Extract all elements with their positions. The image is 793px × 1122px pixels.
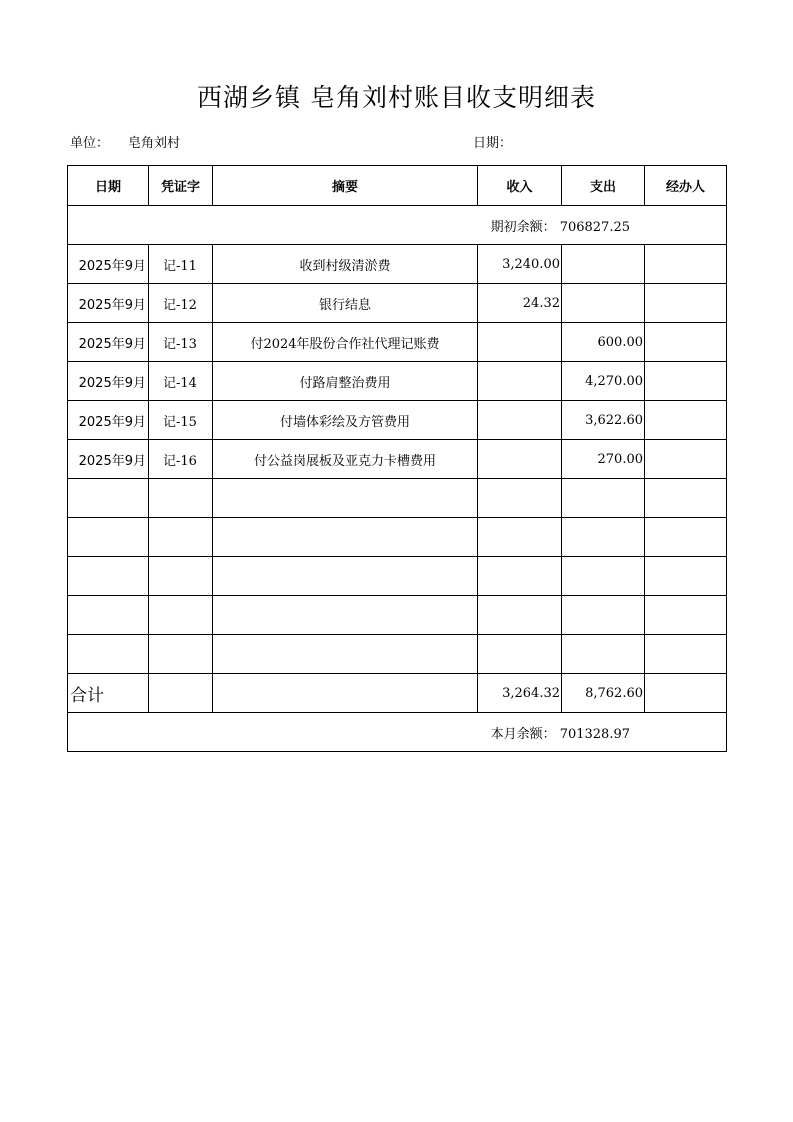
opening-balance-row	[68, 206, 727, 245]
unit-label: 单位：	[70, 136, 110, 151]
row-voucher	[149, 635, 213, 674]
row-summary	[213, 557, 478, 596]
row-voucher	[149, 557, 213, 596]
opening-balance: 期初余额： 706827.25	[68, 206, 727, 245]
row-date: 2025年9月	[68, 362, 149, 401]
row-handler	[645, 479, 727, 518]
row-expense	[562, 245, 645, 284]
row-handler	[645, 635, 727, 674]
column-header-voucher: 凭证字	[149, 166, 213, 206]
row-income	[478, 518, 562, 557]
row-expense	[562, 557, 645, 596]
row-date: 2025年9月	[68, 284, 149, 323]
table-row	[68, 557, 727, 596]
row-voucher	[149, 479, 213, 518]
row-handler	[645, 284, 727, 323]
date-label: 日期：	[473, 136, 513, 151]
table-row	[68, 323, 727, 362]
table-row	[68, 245, 727, 284]
column-header-handler: 经办人	[645, 166, 727, 206]
row-voucher: 记-12	[149, 284, 213, 323]
row-income	[478, 635, 562, 674]
table-row	[68, 596, 727, 635]
row-date	[68, 479, 149, 518]
row-summary: 银行结息	[213, 284, 478, 323]
closing-balance: 本月余额： 701328.97	[68, 713, 727, 752]
row-handler	[645, 245, 727, 284]
ledger-table	[67, 165, 727, 752]
table-row	[68, 284, 727, 323]
row-handler	[645, 596, 727, 635]
row-expense	[562, 635, 645, 674]
row-expense: 270.00	[562, 440, 645, 479]
totals-row	[68, 674, 727, 713]
row-date	[68, 557, 149, 596]
row-summary: 付公益岗展板及亚克力卡槽费用	[213, 440, 478, 479]
row-income: 24.32	[478, 284, 562, 323]
row-summary	[213, 596, 478, 635]
row-handler	[645, 557, 727, 596]
table-row	[68, 479, 727, 518]
row-summary: 收到村级清淤费	[213, 245, 478, 284]
row-summary: 付墙体彩绘及方管费用	[213, 401, 478, 440]
row-handler	[645, 518, 727, 557]
row-summary	[213, 518, 478, 557]
row-voucher: 记-13	[149, 323, 213, 362]
table-row	[68, 518, 727, 557]
row-handler	[645, 401, 727, 440]
totals-label: 合计	[68, 674, 149, 713]
totals-income: 3,264.32	[478, 674, 562, 713]
row-date	[68, 518, 149, 557]
closing-balance-row	[68, 713, 727, 752]
row-date: 2025年9月	[68, 440, 149, 479]
row-voucher	[149, 518, 213, 557]
unit-value: 皂角刘村	[128, 136, 181, 151]
row-expense: 4,270.00	[562, 362, 645, 401]
row-expense	[562, 518, 645, 557]
row-income	[478, 362, 562, 401]
row-income	[478, 401, 562, 440]
row-income	[478, 440, 562, 479]
row-date: 2025年9月	[68, 245, 149, 284]
row-date	[68, 596, 149, 635]
totals-summary-cell	[213, 674, 478, 713]
row-date: 2025年9月	[68, 323, 149, 362]
page-title: 西湖乡镇 皂角刘村账目收支明细表	[197, 83, 596, 112]
row-income: 3,240.00	[478, 245, 562, 284]
row-handler	[645, 362, 727, 401]
totals-voucher-cell	[149, 674, 213, 713]
totals-expense: 8,762.60	[562, 674, 645, 713]
table-row	[68, 440, 727, 479]
row-expense: 3,622.60	[562, 401, 645, 440]
table-row	[68, 362, 727, 401]
row-expense	[562, 284, 645, 323]
row-expense	[562, 596, 645, 635]
row-income	[478, 596, 562, 635]
row-summary	[213, 479, 478, 518]
column-header-date: 日期	[68, 166, 149, 206]
row-voucher: 记-11	[149, 245, 213, 284]
row-income	[478, 323, 562, 362]
column-header-expense: 支出	[562, 166, 645, 206]
row-summary: 付2024年股份合作社代理记账费	[213, 323, 478, 362]
row-summary	[213, 635, 478, 674]
row-summary: 付路肩整治费用	[213, 362, 478, 401]
table-row	[68, 401, 727, 440]
row-expense: 600.00	[562, 323, 645, 362]
table-header-row	[68, 166, 727, 206]
row-handler	[645, 323, 727, 362]
table-row	[68, 635, 727, 674]
row-date	[68, 635, 149, 674]
row-income	[478, 479, 562, 518]
column-header-income: 收入	[478, 166, 562, 206]
row-voucher	[149, 596, 213, 635]
row-voucher: 记-15	[149, 401, 213, 440]
totals-handler-cell	[645, 674, 727, 713]
row-handler	[645, 440, 727, 479]
column-header-summary: 摘要	[213, 166, 478, 206]
row-voucher: 记-14	[149, 362, 213, 401]
row-date: 2025年9月	[68, 401, 149, 440]
row-income	[478, 557, 562, 596]
row-expense	[562, 479, 645, 518]
row-voucher: 记-16	[149, 440, 213, 479]
